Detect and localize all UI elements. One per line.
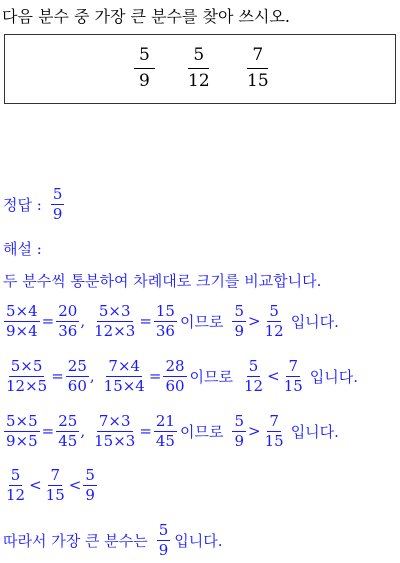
numerator: 25 (67, 357, 87, 375)
choice-2-numerator: 5 (188, 45, 209, 69)
numerator: 5×5 (6, 412, 38, 430)
fraction (83, 467, 97, 503)
denominator: 12×3 (94, 321, 136, 340)
fraction (232, 303, 246, 339)
denominator: 36 (155, 321, 175, 340)
denominator: 15 (264, 431, 284, 450)
numerator: 7 (50, 466, 60, 484)
comparison-row-2 (3, 358, 358, 394)
numerator: 7×4 (108, 357, 141, 375)
denominator: 9×4 (6, 321, 38, 340)
choice-fraction-1 (134, 45, 155, 93)
numerator: 5×3 (98, 302, 131, 320)
fraction (66, 358, 89, 394)
numerator: 5 (269, 302, 279, 320)
equals-sign: = (51, 367, 64, 385)
numerator: 25 (58, 412, 78, 430)
equals-sign: = (139, 312, 152, 330)
numerator: 5 (10, 466, 21, 484)
fraction (242, 358, 265, 394)
equals-sign: = (41, 422, 55, 440)
choices-box (4, 34, 396, 104)
compare-sign: < (29, 476, 42, 494)
denominator: 15 (283, 376, 303, 395)
denominator: 12×5 (6, 376, 48, 395)
explanation-label: 해설 : (3, 240, 42, 258)
comma: , (89, 367, 95, 385)
equals-sign: = (148, 367, 162, 385)
numerator: 5 (234, 302, 245, 320)
fraction (4, 413, 40, 449)
answer-denominator: 9 (52, 204, 63, 223)
numerator: 7×3 (98, 412, 131, 430)
denominator: 12 (244, 376, 264, 395)
comparison-row-3 (3, 413, 339, 449)
conclusion-text: 따라서 가장 큰 분수는 (3, 531, 148, 550)
conclusion-fraction (157, 522, 171, 558)
fraction (92, 413, 137, 449)
compare-sign: > (248, 312, 261, 330)
since-text: 이므로 (189, 367, 234, 386)
question-text: 다음 분수 중 가장 큰 분수를 찾아 쓰시오. (2, 7, 290, 26)
comma: , (80, 422, 86, 440)
equals-sign: = (139, 422, 152, 440)
equals-sign: = (41, 312, 55, 330)
denominator: 9×5 (6, 431, 38, 450)
numerator: 5 (248, 357, 259, 375)
fraction (44, 467, 67, 503)
numerator: 5 (158, 521, 169, 539)
numerator: 21 (155, 412, 175, 430)
choice-2-denominator: 12 (188, 71, 210, 92)
denominator: 9 (158, 540, 169, 559)
answer-numerator: 5 (52, 185, 63, 203)
ending-text: 입니다. (290, 312, 339, 331)
answer-line (3, 186, 65, 222)
fraction (56, 303, 79, 339)
fraction (56, 413, 79, 449)
fraction (4, 467, 27, 503)
ending-text: 입니다. (309, 367, 359, 386)
fraction (232, 413, 246, 449)
choice-1-numerator: 5 (134, 45, 155, 69)
answer-fraction (51, 186, 65, 222)
denominator: 60 (67, 376, 87, 395)
compare-sign: < (267, 367, 280, 385)
choice-3-numerator: 7 (247, 45, 268, 69)
denominator: 15 (45, 485, 65, 504)
denominator: 9 (234, 321, 245, 340)
numerator: 15 (155, 302, 175, 320)
denominator: 45 (58, 431, 78, 450)
comparison-row-1 (3, 303, 339, 339)
choice-fraction-3 (242, 45, 274, 93)
numerator: 7 (269, 412, 279, 430)
fraction (263, 413, 286, 449)
answer-label: 정답 : (3, 195, 42, 214)
numerator: 7 (288, 357, 298, 375)
numerator: 5×5 (10, 357, 43, 375)
fraction (4, 303, 40, 339)
choice-3-denominator: 15 (247, 71, 269, 92)
numerator: 5 (85, 466, 95, 484)
numerator: 28 (165, 357, 185, 375)
explanation-intro: 두 분수씩 통분하여 차례대로 크기를 비교합니다. (3, 272, 322, 290)
denominator: 60 (165, 376, 185, 395)
numerator: 5×4 (6, 302, 38, 320)
ordering-line (3, 467, 98, 503)
fraction (154, 413, 177, 449)
denominator: 36 (58, 321, 78, 340)
denominator: 9 (85, 485, 95, 504)
compare-sign: < (68, 476, 82, 494)
compare-sign: > (248, 422, 261, 440)
denominator: 9 (234, 431, 245, 450)
fraction (282, 358, 305, 394)
choice-fraction-2 (183, 45, 215, 93)
denominator: 15×3 (94, 431, 136, 450)
fraction (92, 303, 137, 339)
comma: , (80, 312, 86, 330)
numerator: 20 (58, 302, 78, 320)
denominator: 12 (6, 485, 26, 504)
conclusion-line (3, 522, 223, 558)
fraction (263, 303, 286, 339)
fraction (163, 358, 186, 394)
conclusion-ending: 입니다. (174, 531, 223, 550)
ending-text: 입니다. (290, 422, 339, 441)
since-text: 이므로 (179, 312, 224, 331)
denominator: 45 (155, 431, 175, 450)
numerator: 5 (234, 412, 245, 430)
fraction (4, 358, 49, 394)
fraction (102, 358, 147, 394)
denominator: 12 (264, 321, 284, 340)
fraction (154, 303, 177, 339)
since-text: 이므로 (179, 422, 224, 441)
choice-1-denominator: 9 (139, 71, 150, 92)
denominator: 15×4 (103, 376, 145, 395)
